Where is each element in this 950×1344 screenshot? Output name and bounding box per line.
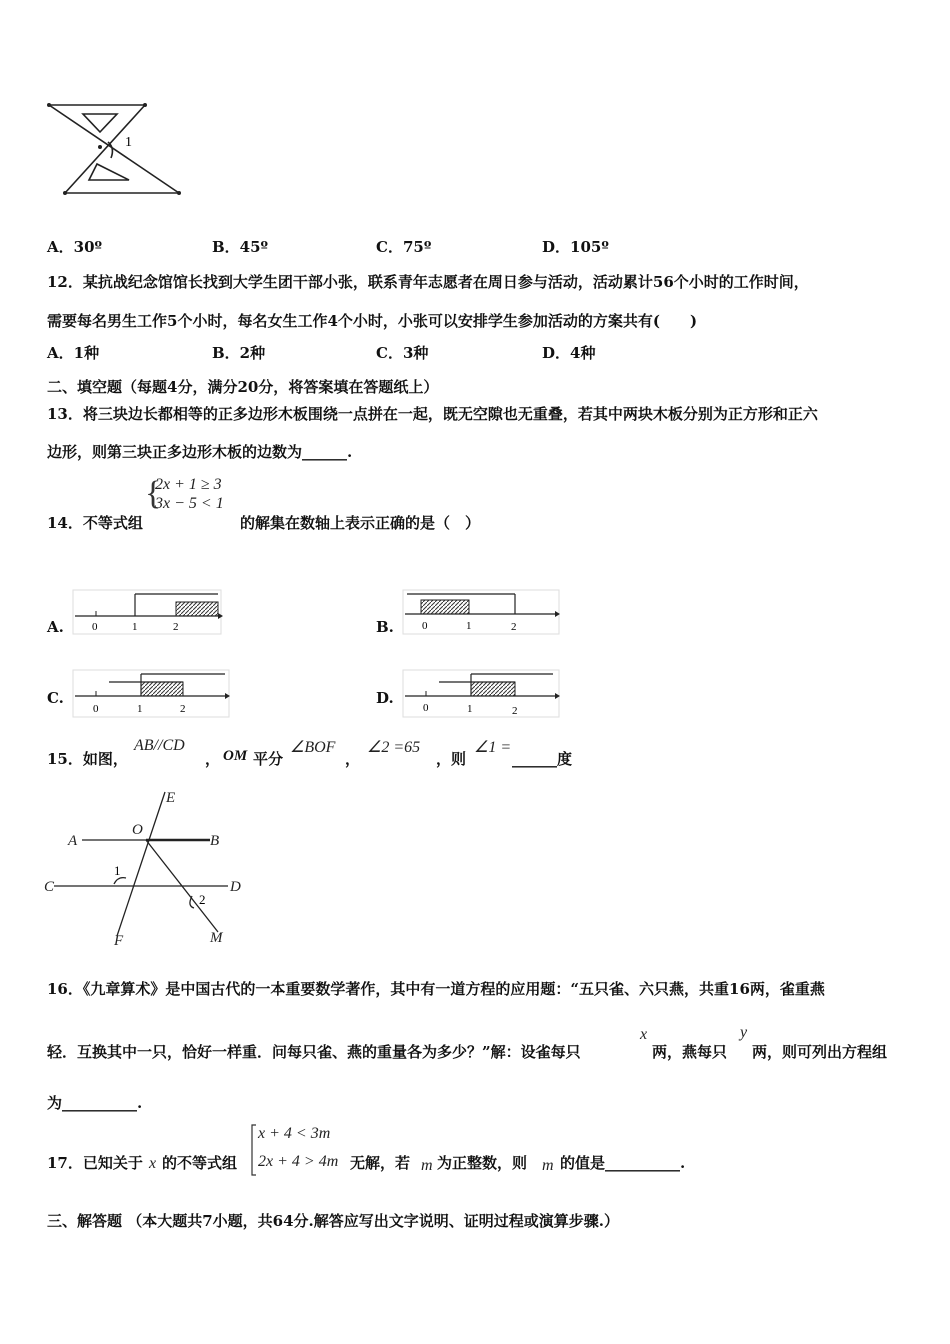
q16-line2b: 两，燕每只 — [652, 1043, 728, 1061]
q14-numberline-c[interactable] — [73, 670, 231, 718]
q14-numberline-b[interactable] — [403, 590, 561, 635]
q11-triangle-figure — [45, 100, 185, 195]
q14-system-eq1: 2x + 1 ≥ 3 — [155, 476, 222, 493]
q17-mid2: 无解，若 — [350, 1154, 411, 1172]
q14-system-eq2: 3x − 5 < 1 — [155, 495, 224, 512]
q15-parallel-expr: AB//CD — [134, 737, 185, 754]
q15-angle-1: ∠1 = — [474, 739, 512, 756]
label-e: E — [166, 790, 176, 806]
q11-option-a[interactable]: A．30º — [47, 238, 103, 256]
tick-2: 2 — [512, 705, 518, 717]
q12-option-c[interactable]: C．3种 — [376, 344, 429, 362]
q14-label-a[interactable]: A. — [47, 618, 64, 636]
q16-line3: 为__________. — [47, 1094, 143, 1112]
q17-var-m: m — [421, 1157, 433, 1174]
q15-comma-2: ， — [345, 750, 361, 768]
section-2-heading: 二、填空题（每题4分，满分20分，将答案填在答题纸上） — [47, 378, 439, 396]
section-3-heading: 三、解答题 （本大题共7小题，共64分.解答应写出文字说明、证明过程或演算步骤.） — [47, 1212, 619, 1230]
tick-1: 1 — [137, 703, 143, 715]
q17-mid1: 的不等式组 — [162, 1154, 238, 1172]
q17-prefix: 17．已知关于 — [47, 1154, 143, 1172]
q14-system-brace: { — [145, 475, 162, 512]
tick-1: 1 — [467, 703, 473, 715]
q17-suffix: 的值是__________. — [560, 1154, 686, 1172]
q14-label-d[interactable]: D. — [376, 689, 394, 707]
tick-0: 0 — [423, 702, 429, 714]
tick-0: 0 — [422, 620, 428, 632]
tick-0: 0 — [92, 621, 98, 633]
q15-blank: ______度 — [512, 750, 573, 768]
angle-1-label: 1 — [125, 135, 132, 150]
q15-parallel-lines-figure — [42, 790, 252, 950]
q17-var-x: x — [149, 1155, 157, 1172]
q16-line1: 16．《九章算术》是中国古代的一本重要数学著作，其中有一道方程的应用题：“五只雀、六只燕，共重16两，雀重燕 — [47, 980, 825, 998]
q16-var-y: y — [740, 1024, 748, 1041]
q14-numberline-a[interactable] — [73, 590, 223, 635]
q15-then: ，则 — [436, 750, 467, 768]
label-o: O — [132, 822, 143, 838]
angle-1: 1 — [114, 863, 121, 878]
label-a: A — [68, 833, 78, 849]
angle-2: 2 — [199, 892, 206, 907]
q14-label-b[interactable]: B. — [376, 618, 394, 636]
tick-0: 0 — [93, 703, 99, 715]
label-m: M — [210, 930, 223, 946]
tick-2: 2 — [511, 621, 517, 633]
q15-comma-1: ， — [205, 750, 221, 768]
q15-om: OM — [223, 748, 248, 764]
label-c: C — [44, 879, 55, 895]
label-f: F — [114, 933, 124, 949]
tick-1: 1 — [132, 621, 138, 633]
q14-suffix: 的解集在数轴上表示正确的是（ ） — [240, 514, 481, 532]
q12-option-a[interactable]: A．1种 — [47, 344, 100, 362]
tick-2: 2 — [173, 621, 179, 633]
label-b: B — [210, 833, 220, 849]
q14-numberline-d[interactable] — [403, 670, 561, 718]
q12-line2: 需要每名男生工作5个小时，每名女生工作4个小时，小张可以安排学生参加活动的方案共有( ) — [47, 312, 698, 330]
q12-option-d[interactable]: D．4种 — [542, 344, 596, 362]
q16-line2a: 轻．互换其中一只，恰好一样重．问每只雀、燕的重量各为多少？”解：设雀每只 — [47, 1043, 581, 1061]
q17-mid3: 为正整数，则 — [437, 1154, 528, 1172]
q16-var-x: x — [640, 1026, 648, 1043]
q11-option-b[interactable]: B．45º — [212, 238, 269, 256]
q13-line1: 13．将三块边长都相等的正多边形木板围绕一点拼在一起，既无空隙也无重叠，若其中两块木板分别为正方形和正六 — [47, 405, 818, 423]
label-d: D — [230, 879, 241, 895]
q16-line2c: 两，则可列出方程组 — [752, 1043, 888, 1061]
tick-2: 2 — [180, 703, 186, 715]
q15-angle-2: ∠2 =65 — [367, 739, 421, 756]
q17-system-brace — [250, 1124, 258, 1176]
q12-line1: 12．某抗战纪念馆馆长找到大学生团干部小张，联系青年志愿者在周日参与活动，活动累计56个小时的工作时间， — [47, 273, 809, 291]
q15-bisects: 平分 — [253, 750, 284, 768]
q17-system-eq2: 2x + 4 > 4m — [258, 1153, 339, 1170]
q17-system-eq1: x + 4 < 3m — [258, 1125, 331, 1142]
q13-line2: 边形，则第三块正多边形木板的边数为______. — [47, 443, 353, 461]
q17-var-m2: m — [542, 1157, 554, 1174]
tick-1: 1 — [466, 620, 472, 632]
q15-angle-bof: ∠BOF — [290, 739, 336, 756]
q11-option-c[interactable]: C．75º — [376, 238, 432, 256]
q14-prefix: 14．不等式组 — [47, 514, 143, 532]
q11-option-d[interactable]: D．105º — [542, 238, 609, 256]
q12-option-b[interactable]: B．2种 — [212, 344, 266, 362]
q15-prefix: 15．如图， — [47, 750, 128, 768]
q14-label-c[interactable]: C. — [47, 689, 64, 707]
